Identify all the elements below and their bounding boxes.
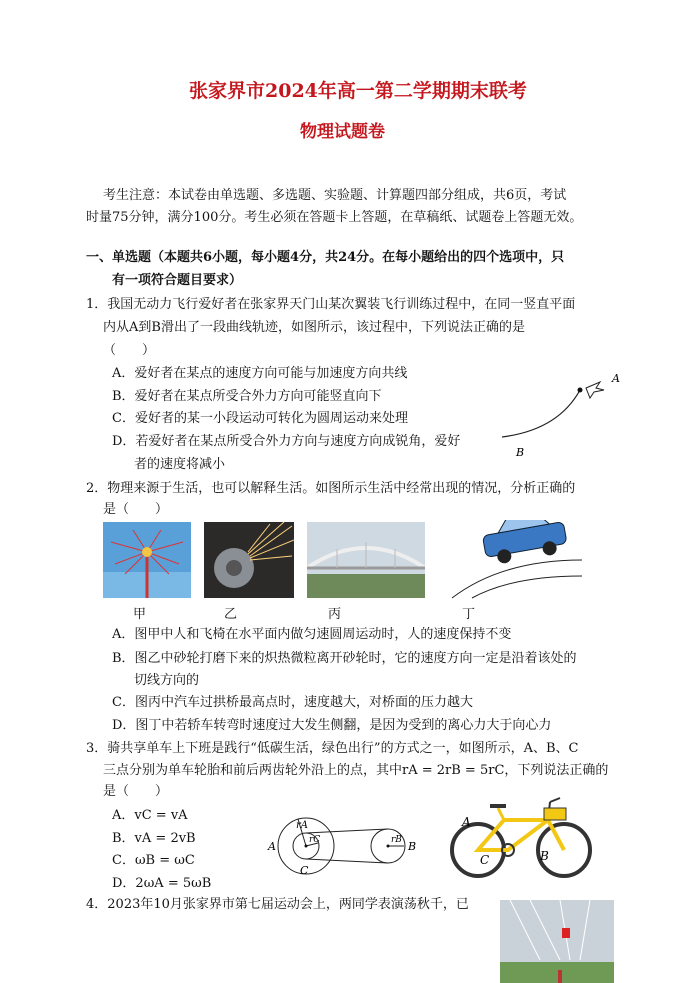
car-rollover-illustration bbox=[442, 520, 584, 600]
bike-label-c: C bbox=[480, 853, 490, 867]
q1-blank: （ ） bbox=[103, 343, 156, 358]
label-b: B bbox=[408, 840, 417, 853]
q2-option-b-2: 切线方向的 bbox=[134, 673, 200, 688]
label-rc: rC bbox=[309, 835, 321, 845]
q3-option-b: B．vA = 2vB bbox=[112, 831, 196, 846]
flying-chair-photo bbox=[103, 522, 191, 598]
q1-option-d-2: 者的速度将减小 bbox=[134, 457, 226, 472]
q1-label-a: A bbox=[612, 372, 620, 385]
q2-option-a: A．图甲中人和飞椅在水平面内做匀速圆周运动时，人的速度保持不变 bbox=[112, 627, 512, 642]
q3-gear-diagram bbox=[266, 806, 432, 886]
q1-stem-2: 内从A到B滑出了一段曲线轨迹，如图所示，该过程中，下列说法正确的是 bbox=[103, 320, 525, 335]
bicycle-illustration bbox=[448, 790, 594, 884]
caption-yi: 乙 bbox=[224, 607, 238, 622]
notice-line-1: 考生注意：本试卷由单选题、多选题、实验题、计算题四部分组成，共6页，考试 bbox=[103, 188, 567, 203]
q1-trajectory-diagram bbox=[498, 360, 628, 460]
q2-stem-1: 2．物理来源于生活，也可以解释生活。如图所示生活中经常出现的情况，分析正确的 bbox=[86, 481, 576, 496]
caption-ding: 丁 bbox=[462, 607, 476, 622]
wingsuit-icon bbox=[586, 382, 604, 398]
q3-stem-3: 是（ ） bbox=[103, 784, 169, 799]
caption-jia: 甲 bbox=[133, 607, 147, 622]
label-rb: rB bbox=[391, 835, 402, 845]
q2-stem-2: 是（ ） bbox=[103, 502, 169, 517]
q1-stem-1: 1．我国无动力飞行爱好者在张家界天门山某次翼装飞行训练过程中，在同一竖直平面 bbox=[86, 297, 576, 312]
q1-option-b: B．爱好者在某点所受合外力方向可能竖直向下 bbox=[112, 389, 382, 404]
q4-stem-1: 4．2023年10月张家界市第七届运动会上，两同学表演荡秋千，已 bbox=[86, 897, 469, 912]
q3-option-c: C．ωB = ωC bbox=[112, 853, 195, 868]
bike-label-b: B bbox=[540, 849, 549, 863]
q3-option-d: D．2ωA = 5ωB bbox=[112, 876, 212, 891]
q1-option-c: C．爱好者的某一小段运动可转化为圆周运动来处理 bbox=[112, 411, 408, 426]
q3-option-a: A．vC = vA bbox=[112, 808, 188, 823]
label-a: A bbox=[268, 840, 276, 853]
q3-stem-1: 3．骑共享单车上下班是践行“低碳生活，绿色出行”的方式之一，如图所示，A、B、C bbox=[86, 741, 579, 756]
q1-option-d-1: D．若爱好者在某点所受合外力方向与速度方向成锐角，爱好 bbox=[112, 434, 461, 449]
q3-stem-2: 三点分别为单车轮胎和前后两齿轮外沿上的点，其中rA = 2rB = 5rC，下列说法正确的 bbox=[103, 763, 609, 778]
q1-option-a: A．爱好者在某点的速度方向可能与加速度方向共线 bbox=[112, 366, 408, 381]
q2-option-d: D．图丁中若轿车转弯时速度过大发生侧翻，是因为受到的离心力大于向心力 bbox=[112, 718, 552, 733]
q1-label-b: B bbox=[516, 446, 525, 459]
arch-bridge-photo bbox=[307, 522, 425, 598]
swing-photo bbox=[500, 900, 614, 983]
q2-option-c: C．图丙中汽车过拱桥最高点时，速度越大，对桥面的压力越大 bbox=[112, 695, 473, 710]
q2-option-b-1: B．图乙中砂轮打磨下来的炽热微粒离开砂轮时，它的速度方向一定是沿着该处的 bbox=[112, 651, 577, 666]
grinding-wheel-photo bbox=[204, 522, 294, 598]
caption-bing: 丙 bbox=[328, 607, 342, 622]
notice-line-2: 时量75分钟，满分100分。考生必须在答题卡上答题，在草稿纸、试题卷上答题无效。 bbox=[86, 210, 583, 225]
label-ra: rA bbox=[296, 820, 309, 831]
section-heading-2: 有一项符合题目要求） bbox=[112, 273, 243, 288]
exam-subtitle: 物理试题卷 bbox=[300, 122, 385, 142]
label-c: C bbox=[300, 864, 309, 877]
section-heading-1: 一、单选题（本题共6小题，每小题4分，共24分。在每小题给出的四个选项中，只 bbox=[86, 250, 565, 265]
exam-title: 张家界市2024年高一第二学期期末联考 bbox=[189, 80, 527, 102]
bike-label-a: A bbox=[462, 815, 471, 829]
